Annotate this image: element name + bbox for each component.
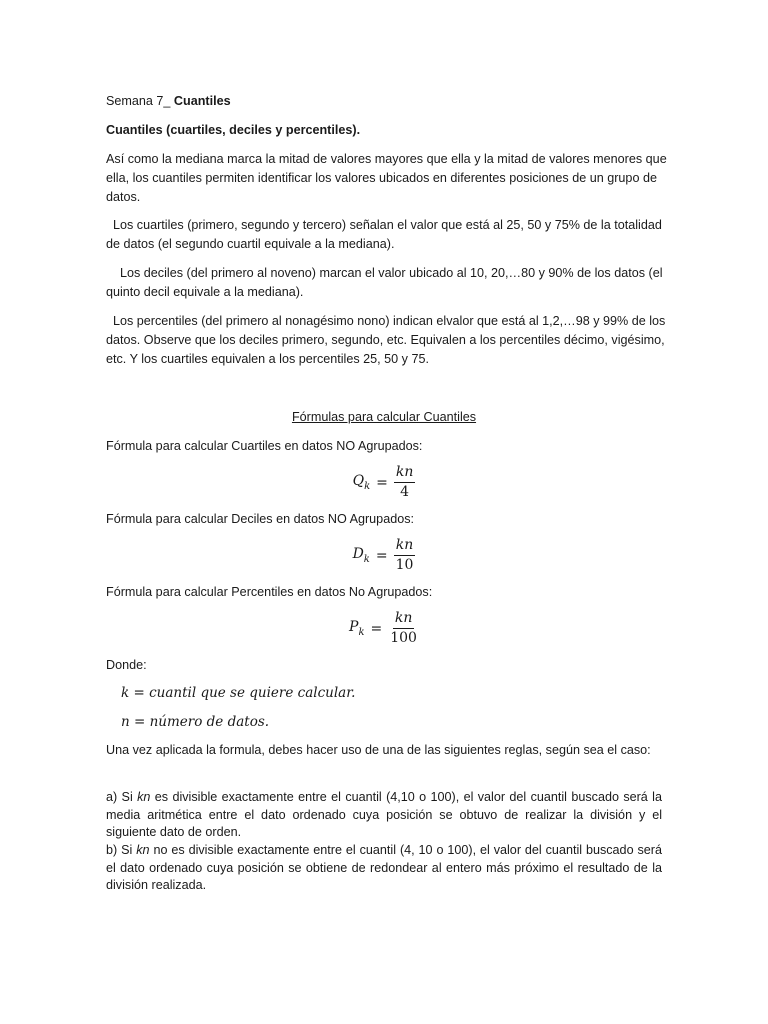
paragraph-line: Los percentiles (del primero al nonagésimo nono) indican elvalor que está al 1,2,…98 y 99% de los [106, 314, 666, 328]
denominator: 4 [400, 484, 410, 500]
paragraph-line: quinto decil equivale a la mediana). [106, 285, 304, 299]
rules-intro: Una vez aplicada la formula, debes hacer uso de una de las siguientes reglas, según sea el caso: [106, 743, 651, 757]
denominator: 10 [395, 557, 414, 573]
numerator: kn [394, 537, 416, 556]
formula-symbol: $P_k$ [349, 619, 365, 638]
fraction [388, 610, 419, 647]
paragraph-line: Así como la mediana marca la mitad de valores mayores que ella y la mitad de valores menores que [106, 152, 667, 166]
paragraph-line: de datos (el segundo cuartil equivale a la mediana). [106, 237, 395, 251]
where-label: Donde: [106, 658, 147, 672]
numerator: kn [394, 464, 416, 483]
paragraph-line: datos. Observe que los deciles primero, segundo, etc. Equivalen a los percentiles décimo, vigésimo, [106, 333, 665, 347]
formulas-heading: Fórmulas para calcular Cuantiles [291, 410, 477, 424]
definition-n: n = número de datos. [121, 714, 270, 730]
formula-symbol: $Q_k$ [352, 473, 371, 492]
percentiles-label: Fórmula para calcular Percentiles en datos No Agrupados: [106, 585, 433, 599]
equals-sign: = [376, 474, 388, 491]
week-topic: Cuantiles [173, 94, 231, 108]
paragraph-line: datos. [106, 190, 141, 204]
denominator: 100 [390, 630, 417, 646]
decile-formula [0, 537, 768, 574]
equals-sign: = [370, 620, 383, 637]
formula-symbol: $D_k$ [352, 546, 370, 565]
deciles-label: Fórmula para calcular Deciles en datos NO Agrupados: [106, 512, 414, 526]
week-header [106, 93, 231, 109]
fraction [394, 464, 416, 501]
section-title: Cuantiles (cuartiles, deciles y percentiles). [106, 123, 361, 137]
percentile-formula [0, 610, 768, 647]
paragraph-line: etc. Y los cuartiles equivalen a los percentiles 25, 50 y 75. [106, 352, 429, 366]
paragraph-line: ella, los cuantiles permiten identificar los valores ubicados en diferentes posiciones de un grupo de [106, 171, 657, 185]
numerator: kn [393, 610, 415, 629]
quartile-formula [0, 464, 768, 501]
definition-k: k = cuantil que se quiere calcular. [121, 685, 356, 701]
paragraph-line: Los deciles (del primero al noveno) marcan el valor ubicado al 10, 20,…80 y 90% de los datos (el [106, 266, 663, 280]
quartiles-label: Fórmula para calcular Cuartiles en datos NO Agrupados: [106, 439, 423, 453]
rule-a: a) Si kn es divisible exactamente entre el cuantil (4,10 o 100), el valor del cuantil buscado será la media aritmética entre el dato ordenado cuya posición se obtuvo de realizar la división y el siguiente dato de orden. [106, 790, 662, 839]
rule-b: b) Si kn no es divisible exactamente entre el cuantil (4, 10 o 100), el valor del cuantil buscado será el dato ordenado cuya posición se obtiene de redondear al entero más próximo el resultado de la división realizada. [106, 843, 662, 892]
fraction [394, 537, 416, 574]
week-prefix: Semana 7_ [106, 94, 174, 108]
equals-sign: = [375, 547, 388, 564]
paragraph-line: Los cuartiles (primero, segundo y tercero) señalan el valor que está al 25, 50 y 75% de la totalidad [106, 218, 662, 232]
